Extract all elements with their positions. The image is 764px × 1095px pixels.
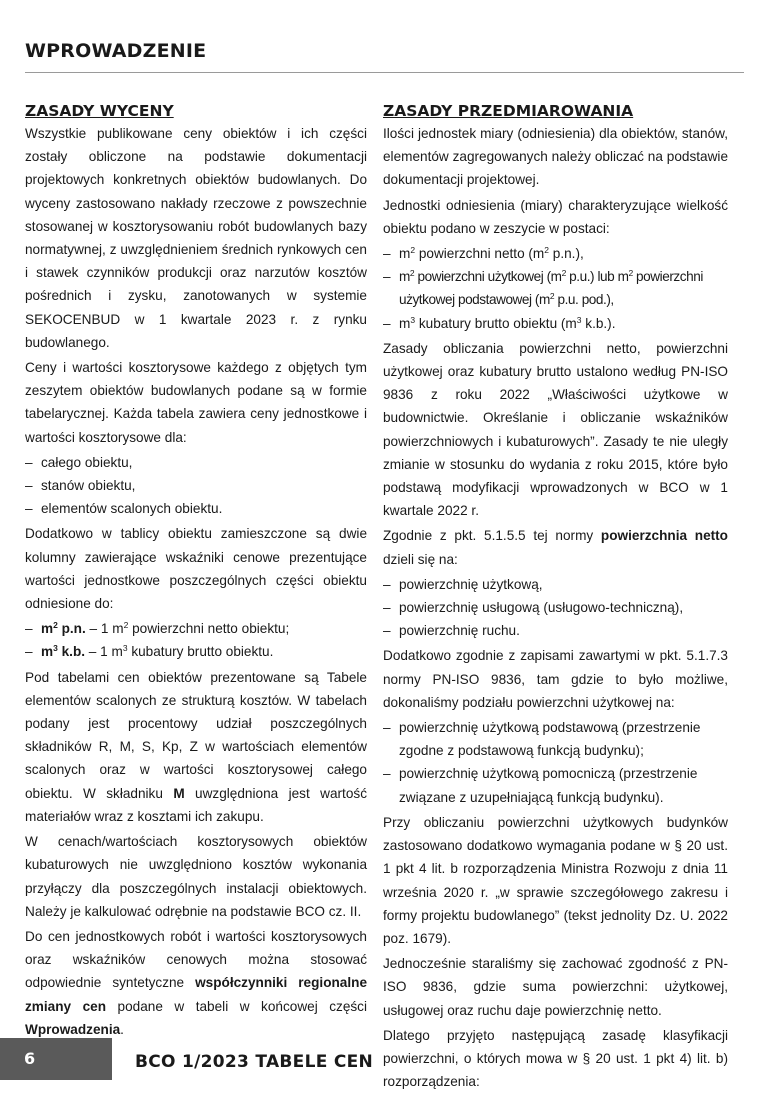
list-item: – $m^2$ powierzchni użytkowej ($m^2$ p.u.) lub $m^2$ powierzchni użytkowej podstawowej ($m^2$ p.u. pod.), [383,265,728,311]
paragraph: Dodatkowo w tablicy obiektu zamieszczone są dwie kolumny zawierające wskaźniki cenowe prezentujące wartości jednostkowe poszczególnych części obiektu odniesione do: [25,526,367,612]
scope-list [25,451,367,521]
list-item-m3: – $m^3$ k.b. – 1 $m^3$ kubatury brutto obiektu. [25,640,367,663]
list-item: – całego obiektu, [25,451,367,474]
units-list [383,242,728,335]
list-item: – powierzchnię użytkową, [383,573,728,596]
list-item: – $m^2$ powierzchni netto ($m^2$ p.n.), [383,242,728,265]
list-item: – stanów obiektu, [25,474,367,497]
paragraph: Ceny i wartości kosztorysowe każdego z objętych tym zeszytem obiektów budowlanych podane są w formie tabelarycznej. Każda tabela zawiera ceny jednostkowe i wartości kosztorysowe dla: [25,360,367,445]
list-item-m2: – $m^2$ p.n. – 1 $m^2$ powierzchni netto obiektu; [25,617,367,640]
section-title-zasady-przedmiarowania: ZASADY PRZEDMIAROWANIA [383,102,634,120]
paragraph: Pod tabelami cen obiektów prezentowane są Tabele elementów scalonych ze strukturą kosztów. W tabelach podany jest procentowy udział poszczególnych składników R, M, S, Kp, Z w wartościach elementów scalonych oraz w wartości kosztorysowej całego obiektu. W składniku M uwzględniona jest wartość materiałów wraz z kosztami ich zakupu. [25,669,367,824]
paragraph: Dlatego przyjęto następującą zasadę klasyfikacji powierzchni, o których mowa w § 20 ust. 1 pkt 4) lit. b) rozporządzenia: [383,1027,728,1090]
page-number: 6 [24,1049,36,1068]
section-title-zasady-wyceny: ZASADY WYCENY [25,102,174,120]
usable-area-list [383,716,728,809]
paragraph: Jednostki odniesienia (miary) charakteryzujące wielkość obiektu podano w zeszycie w postaci: [383,197,728,236]
paragraph: Zgodnie z pkt. 5.1.5.5 tej normy powierzchnia netto dzieli się na: [383,528,728,567]
indicator-list [25,617,367,663]
paragraph: W cenach/wartościach kosztorysowych obiektów kubaturowych nie uwzględniono kosztów wykonania przyłączy dla poszczególnych instalacji obiektowych. Należy je kalkulować odrębnie na podstawie BCO cz. II. [25,834,367,919]
list-item: – powierzchnię użytkową pomocniczą (przestrzenie związane z uzupełniającą funkcją budynku). [383,762,728,808]
paragraph: Dodatkowo zgodnie z zapisami zawartymi w pkt. 5.1.7.3 normy PN-ISO 9836, tam gdzie to było możliwe, dokonaliśmy podziału powierzchni użytkowej na: [383,648,728,710]
list-item: – elementów scalonych obiektu. [25,497,367,520]
net-area-list [383,573,728,643]
list-item: – powierzchnię usługową (usługowo-techniczną), [383,596,728,619]
left-column [25,100,367,1043]
paragraph: Wszystkie publikowane ceny obiektów i ich części zostały obliczone na podstawie dokumentacji projektowych konkretnych obiektów budowlanych. Do wyceny zastosowano nakłady rzeczowe z powszechnie stosowanej w kosztorysowaniu robót budowlanych bazy normatywnej, z uwzględnieniem średnich rynkowych cen i stawek czynników produkcji oraz narzutów kosztów pośrednich i zysku, zanotowanych w systemie SEKOCENBUD w 1 kwartale 2023 r. z rynku budowlanego. [25,126,367,350]
paragraph: Ilości jednostek miary (odniesienia) dla obiektów, stanów, elementów zagregowanych należy obliczać na podstawie dokumentacji projektowej. [383,126,728,188]
footer-publication-title: BCO 1/2023 TABELE CEN [135,1052,374,1072]
header-divider [25,72,744,73]
footer-page-tab [0,1038,112,1080]
list-item: – powierzchnię ruchu. [383,619,728,642]
paragraph: Przy obliczaniu powierzchni użytkowych budynków zastosowano dodatkowo wymagania podane w § 20 ust. 1 pkt 4 lit. b rozporządzenia Ministra Rozwoju z dnia 11 września 2020 r. „w sprawie szczegółowego zakresu i formy projektu budowlanego” (tekst jednolity Dz. U. 2022 poz. 1679). [383,814,728,946]
page-header-title: WPROWADZENIE [25,40,207,62]
paragraph: Do cen jednostkowych robót i wartości kosztorysowych oraz wskaźników cenowych można stosować odpowiednie syntetyczne współczynniki regionalne zmiany cen podane w tabeli w końcowej części Wprowadzenia. [25,928,367,1037]
right-column [383,100,728,1095]
list-item: – powierzchnię użytkową podstawową (przestrzenie zgodne z podstawową funkcją budynku); [383,716,728,762]
list-item: – $m^3$ kubatury brutto obiektu ($m^3$ k.b.). [383,312,728,335]
paragraph: Zasady obliczania powierzchni netto, powierzchni użytkowej oraz kubatury brutto ustalono według PN-ISO 9836 z roku 2022 „Właściwości użytkowe w budownictwie. Określanie i obliczanie wskaźników powierzchniowych i kubaturowych”. Zasady te nie uległy zmianie w stosunku do wydania z roku 2015, które było podstawą modyfikacji wprowadzonych w BCO w 1 kwartale 2022 r. [383,340,728,519]
paragraph: Jednocześnie staraliśmy się zachować zgodność z PN-ISO 9836, gdzie suma powierzchni: użytkowej, usługowej oraz ruchu daje powierzchnię netto. [383,956,728,1018]
